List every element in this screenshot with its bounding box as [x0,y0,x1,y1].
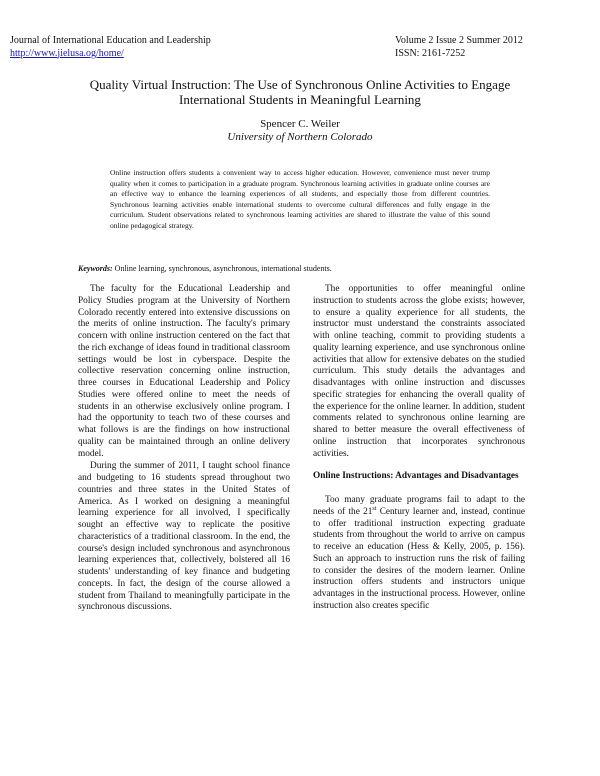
running-header-left [10,35,211,60]
issn: ISSN: 2161-7252 [395,47,466,59]
keywords-text: Online learning, synchronous, asynchronous, international students. [112,264,332,273]
body-column-left [78,284,290,614]
paragraph [313,495,525,613]
paragraph: The faculty for the Educational Leadership and Policy Studies program at the University of Northern Colorado recently entered into extensive discussions on the merits of online instruction. The faculty's primary concern with online instruction centered on the fact that the rich exchange of ideas found in traditional classroom settings would be lost in cyberspace. Despite the collective reservation concerning online instruction, three courses in Educational Leadership and Policy Studies were offered online to meet the needs of students in an otherwise exclusively online program. I had the opportunity to teach two of these courses and what follows is are the findings on how instructional quality can be maintained through an online delivery model. [78,284,290,459]
paper-title [40,77,560,107]
keywords [78,263,538,274]
journal-url-link[interactable]: http://www.jielusa.og/home/ [10,47,124,59]
author-name: Spencer C. Weiler [260,118,340,130]
title-line-1: Quality Virtual Instruction: The Use of Synchronous Online Activities to Engage [89,77,511,92]
paragraph-text: Century learner and, instead, continue to offer traditional instruction expecting graduate students from throughout the world to arrive on campus to receive an education (Hess & Kelly, 2005, p. 156). Such an approach to instruction runs the risk of failing to consider the desires of the modern learner. Online instruction offers students and instructors unique advantages in the instructional process. However, online instruction also creates specific [313,506,525,611]
superscript: st [372,505,377,512]
paragraph: The opportunities to offer meaningful online instruction to students across the globe exists; however, to ensure a quality experience for all students, the instructor must understand the constraints associated with online teaching, commit to providing students a quality learning experience, and use synchronous online activities that allow for extensive debates on the studied curriculum. This study details the advantages and disadvantages with online instruction and discusses specific strategies for enhancing the overall quality of the experience for the online learner. In addition, student comments related to synchronous online learning are shared to better measure the overall effectiveness of online instruction that incorporates synchronous activities. [313,284,525,459]
journal-name: Journal of International Education and Leadership [10,35,211,46]
author-affiliation: University of Northern Colorado [227,131,373,143]
keywords-label: Keywords: [78,264,113,273]
running-header-right [395,35,523,60]
volume-issue: Volume 2 Issue 2 Summer 2012 [395,35,523,46]
paragraph-text: Too many graduate programs fail to adapt to the needs of the 21 [313,495,525,517]
title-line-2: International Students in Meaningful Learning [179,92,421,107]
abstract: Online instruction offers students a convenient way to access higher education. However, convenience must never trump quality when it comes to participation in a graduate program. Synchronous learning activities in graduate online courses are an effective way to enhance the learning experiences of all students, and especially those from different countries. Synchronous learning activities enable international students to overcome cultural differences and fully engage in the curriculum. Student observations related to synchronous learning activities are shared to illustrate the value of this sound online pedagogical strategy. [110,168,490,230]
body-column-right [313,284,525,613]
paragraph: During the summer of 2011, I taught school finance and budgeting to 16 students spread throughout two countries and three states in the United States of America. As I worked on designing a meaningful learning experience for all involved, I specifically sought an effective way to replicate the positive characteristics of a traditional classroom. In the end, the course's design included synchronous and asynchronous learning experiences that, collectively, bolstered all 16 students' understanding of key finance and budgeting concepts. In fact, the design of the course allowed a student from Thailand to meaningfully participate in the synchronous discussions. [78,461,290,613]
section-heading: Online Instructions: Advantages and Disadvantages [313,471,519,482]
